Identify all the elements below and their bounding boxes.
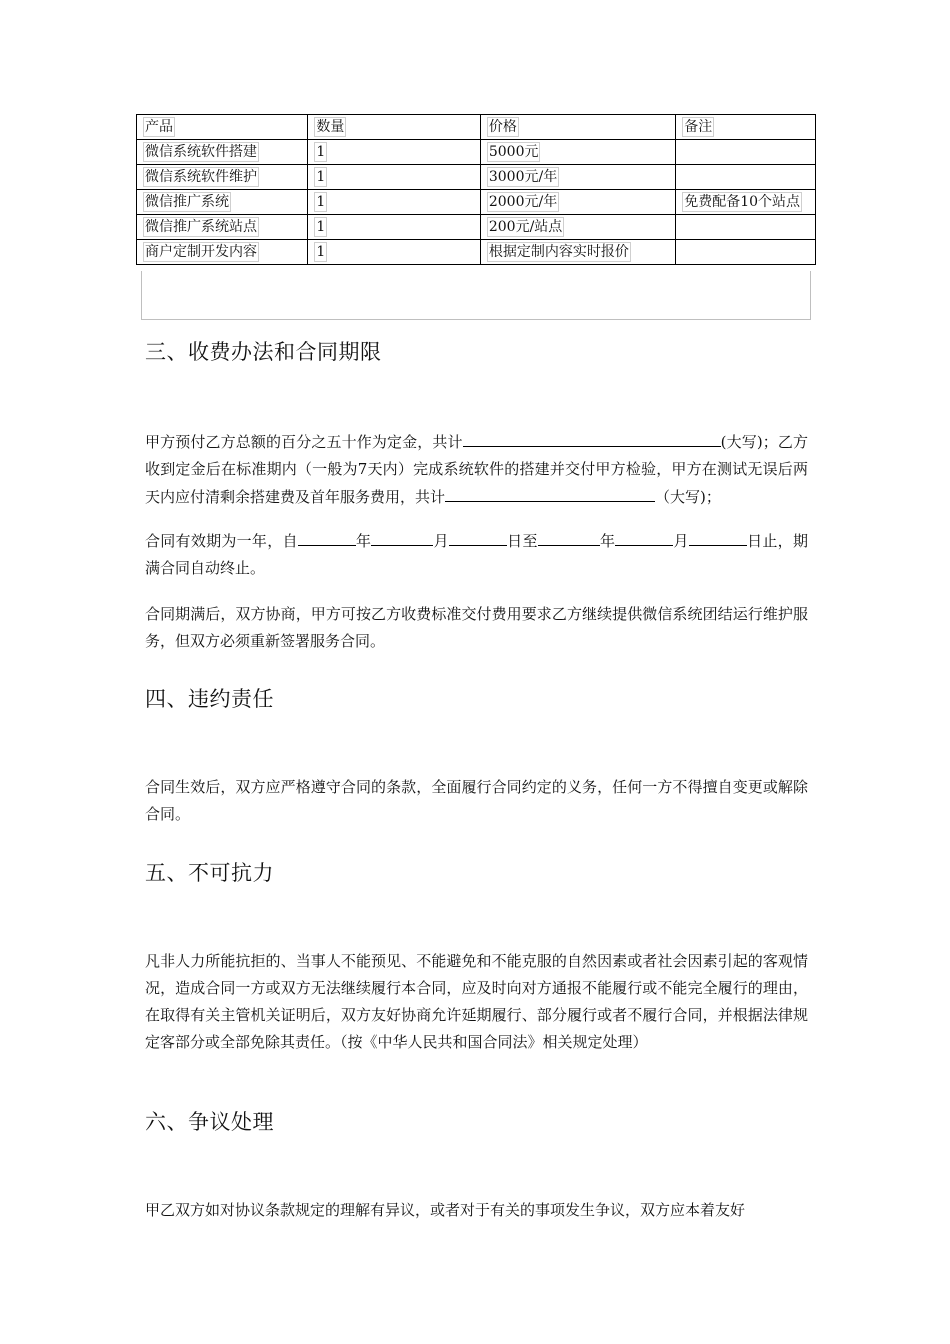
note-cell	[676, 140, 816, 165]
section-heading: 六、争议处理	[145, 1110, 274, 1134]
date-blank[interactable]	[615, 527, 673, 546]
header-cell	[137, 115, 308, 140]
header-note: 备注	[684, 119, 713, 135]
header-cell	[308, 115, 480, 140]
amount-blank[interactable]	[445, 483, 655, 502]
amount-blank[interactable]	[463, 428, 721, 447]
header-price: 价格	[488, 119, 517, 135]
price-cell: 3000元/年	[488, 169, 558, 185]
qty-cell: 1	[316, 194, 326, 210]
note-cell	[676, 240, 816, 265]
table-row	[137, 190, 816, 215]
qty-cell: 1	[316, 219, 326, 235]
price-table	[136, 114, 816, 265]
date-blank[interactable]	[449, 527, 507, 546]
product-cell: 微信推广系统站点	[145, 219, 257, 235]
qty-cell: 1	[316, 169, 326, 185]
note-cell: 免费配备10个站点	[684, 194, 801, 210]
note-cell	[676, 165, 816, 190]
table-row	[137, 240, 816, 265]
note-cell	[676, 215, 816, 240]
product-cell: 微信系统软件维护	[145, 169, 257, 185]
header-cell	[480, 115, 675, 140]
section-heading: 三、收费办法和合同期限	[145, 340, 382, 364]
blank-frame	[141, 271, 811, 320]
product-cell: 微信系统软件搭建	[145, 144, 257, 160]
price-cell: 根据定制内容实时报价	[488, 244, 629, 260]
header-cell	[676, 115, 816, 140]
header-product: 产品	[145, 119, 173, 135]
date-blank[interactable]	[371, 527, 433, 546]
paragraph-breach: 合同生效后，双方应严格遵守合同的条款，全面履行合同约定的义务，任何一方不得擅自变更或解除合同。	[145, 778, 808, 823]
product-cell: 微信推广系统	[145, 194, 229, 210]
paragraph-dispute: 甲乙双方如对协议条款规定的理解有异议，或者对于有关的事项发生争议，双方应本着友好	[145, 1201, 746, 1219]
table-header-row	[137, 115, 816, 140]
date-blank[interactable]	[689, 527, 747, 546]
table-row	[137, 165, 816, 190]
paragraph-term: 合同有效期为一年，自 年 月 日至 年 月 日止，期满合同自动终止。	[145, 527, 808, 582]
date-blank[interactable]	[298, 527, 356, 546]
product-cell: 商户定制开发内容	[145, 244, 257, 260]
table-row	[137, 140, 816, 165]
paragraph-renewal: 合同期满后，双方协商，甲方可按乙方收费标准交付费用要求乙方继续提供微信系统团结运行维护服务，但双方必须重新签署服务合同。	[145, 605, 808, 650]
header-qty: 数量	[316, 119, 345, 135]
section-heading: 五、不可抗力	[145, 861, 274, 885]
price-cell: 2000元/年	[488, 194, 558, 210]
qty-cell: 1	[316, 244, 326, 260]
date-blank[interactable]	[538, 527, 600, 546]
table-row	[137, 215, 816, 240]
section-heading: 四、违约责任	[145, 687, 274, 711]
price-cell: 5000元	[488, 144, 539, 160]
paragraph-force-majeure: 凡非人力所能抗拒的、当事人不能预见、不能避免和不能克服的自然因素或者社会因素引起的客观情况，造成合同一方或双方无法继续履行本合同，应及时向对方通报不能履行或不能完全履行的理由，在取得有关主管机关证明后，双方友好协商允许延期履行、部分履行或者不履行合同，并根据法律规定客部分或全部免除其责任。（按《中华人民共和国合同法》相关规定处理）	[145, 952, 808, 1051]
price-cell: 200元/站点	[488, 219, 563, 235]
qty-cell: 1	[316, 144, 326, 160]
paragraph-deposit: 甲方预付乙方总额的百分之五十作为定金，共计 (大写)；乙方收到定金后在标准期内（一般为7天内）完成系统软件的搭建并交付甲方检验，甲方在测试无误后两天内应付清剩余搭建费及首年服务费用，共计 （大写)；	[145, 428, 808, 511]
